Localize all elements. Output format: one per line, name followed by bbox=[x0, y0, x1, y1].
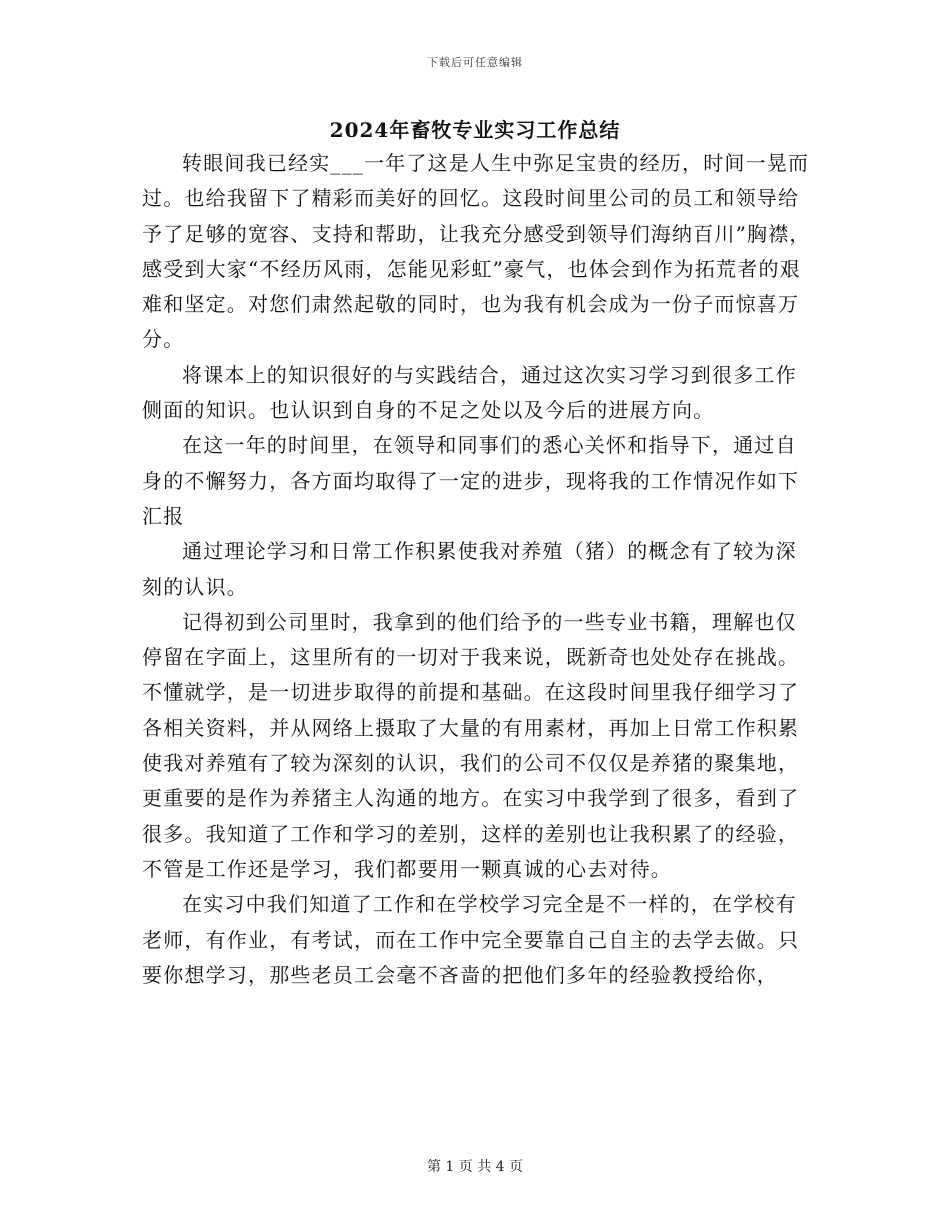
paragraph-2: 将课本上的知识很好的与实践结合，通过这次实习学习到很多工作侧面的知识。也认识到自身的不足之处以及今后的进展方向。 bbox=[142, 362, 797, 423]
document-body bbox=[142, 146, 812, 993]
paragraph-3: 在这一年的时间里，在领导和同事们的悉心关怀和指导下，通过自身的不懈努力，各方面均取得了一定的进步，现将我的工作情况作如下汇报 bbox=[142, 433, 800, 528]
document-title: 2024年畜牧专业实习工作总结 bbox=[329, 118, 621, 142]
paragraph-5: 记得初到公司里时，我拿到的他们给予的一些专业书籍，理解也仅停留在字面上，这里所有的一切对于我来说，既新奇也处处存在挑战。不懂就学，是一切进步取得的前提和基础。在这段时间里我仔细学习了各相关资料，并从网络上摄取了大量的有用素材，再加上日常工作积累使我对养殖有了较为深刻的认识，我们的公司不仅仅是养猪的聚集地，更重要的是作为养猪主人沟通的地方。在实习中我学到了很多，看到了很多。我知道了工作和学习的差别，这样的差别也让我积累了的经验，不管是工作还是学习，我们都要用一颗真诚的心去对待。 bbox=[142, 609, 800, 881]
paragraph-6: 在实习中我们知道了工作和在学校学习完全是不一样的，在学校有老师，有作业，有考试，而在工作中完全要靠自己自主的去学去做。只要你想学习，那些老员工会毫不吝啬的把他们多年的经验教授给你， bbox=[142, 892, 800, 987]
page-number-footer: 第 1 页 共 4 页 bbox=[426, 1159, 524, 1175]
paragraph-1: 转眼间我已经实___一年了这是人生中弥足宝贵的经历，时间一晃而过。也给我留下了精彩而美好的回忆。这段时间里公司的员工和领导给予了足够的宽容、支持和帮助，让我充分感受到领导们海纳百川”胸襟，感受到大家“不经历风雨，怎能见彩虹”豪气，也体会到作为拓荒者的艰难和坚定。对您们肃然起敬的同时，也为我有机会成为一份子而惊喜万分。 bbox=[142, 151, 811, 352]
paragraph-4: 通过理论学习和日常工作积累使我对养殖（猪）的概念有了较为深刻的认识。 bbox=[142, 539, 797, 599]
header-note: 下载后可任意编辑 bbox=[427, 56, 523, 69]
